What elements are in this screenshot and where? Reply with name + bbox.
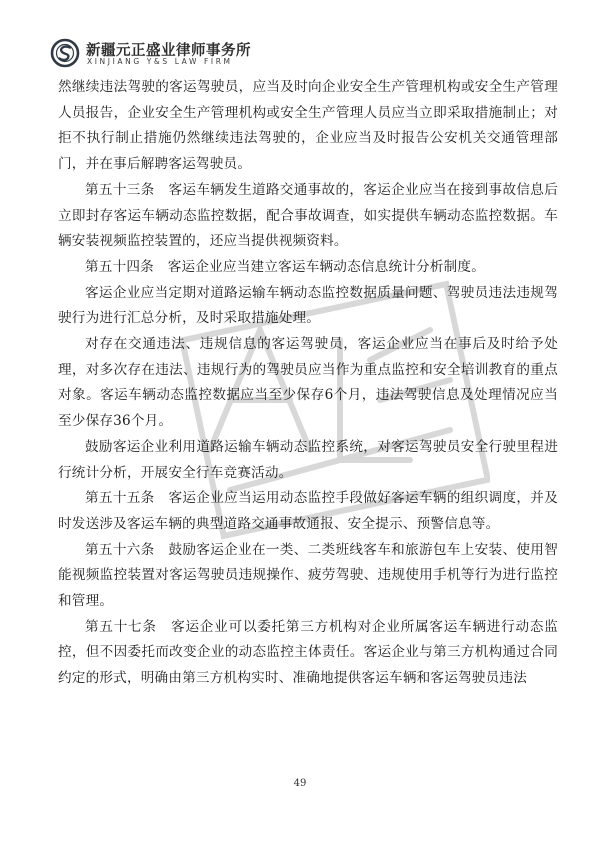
page-number: 49 xyxy=(293,778,307,789)
firm-name-en: XINJIANG Y&S LAW FIRM xyxy=(87,57,233,66)
firm-logo-icon xyxy=(50,38,80,68)
paragraph: 鼓励客运企业利用道路运输车辆动态监控系统，对客运驾驶员安全行驶里程进行统计分析，开展安全行车竞赛活动。 xyxy=(58,438,558,481)
paragraph: 第五十七条 客运企业可以委托第三方机构对企业所属客运车辆进行动态监控，但不因委托而改变企业的动态监控主体责任。客运企业与第三方机构通过合同约定的形式，明确由第三方机构实时、准确地提供客运车辆和客运驾驶员违法 xyxy=(58,618,558,687)
page-header xyxy=(50,38,550,78)
firm-name-cn: 新疆元正盛业律师事务所 xyxy=(86,43,251,59)
paragraph: 第五十六条 鼓励客运企业在一类、二类班线客车和旅游包车上安装、使用智能视频监控装置对客运驾驶员违规操作、疲劳驾驶、违规使用手机等行为进行监控和管理。 xyxy=(58,541,558,610)
paragraph: 第五十四条 客运企业应当建立客运车辆动态信息统计分析制度。 xyxy=(85,258,486,275)
paragraph: 对存在交通违法、违规信息的客运驾驶员，客运企业应当在事后及时给予处理，对多次存在违法、违规行为的驾驶员应当作为重点监控和安全培训教育的重点对象。客运车辆动态监控数据应当至少保存6个月，违法驾驶信息及处理情况应当至少保存36个月。 xyxy=(58,336,558,430)
paragraph: 第五十三条 客运车辆发生道路交通事故的，客运企业应当在接到事故信息后立即封存客运车辆动态监控数据，配合事故调查，如实提供车辆动态监控数据。车辆安装视频监控装置的，还应当提供视频资料。 xyxy=(58,181,558,250)
paragraph: 然继续违法驾驶的客运驾驶员，应当及时向企业安全生产管理机构或安全生产管理人员报告，企业安全生产管理机构或安全生产管理人员应当立即采取措施制止；对拒不执行制止措施仍然继续违法驾驶的，企业应当及时报告公安机关交通管理部门，并在事后解聘客运驾驶员。 xyxy=(58,79,558,173)
paragraph: 第五十五条 客运企业应当运用动态监控手段做好客运车辆的组织调度，并及时发送涉及客运车辆的典型道路交通事故通报、安全提示、预警信息等。 xyxy=(58,490,558,532)
document-body xyxy=(58,75,558,692)
paragraph: 客运企业应当定期对道路运输车辆动态监控数据质量问题、驾驶员违法违规驾驶行为进行汇总分析，及时采取措施处理。 xyxy=(58,284,558,327)
